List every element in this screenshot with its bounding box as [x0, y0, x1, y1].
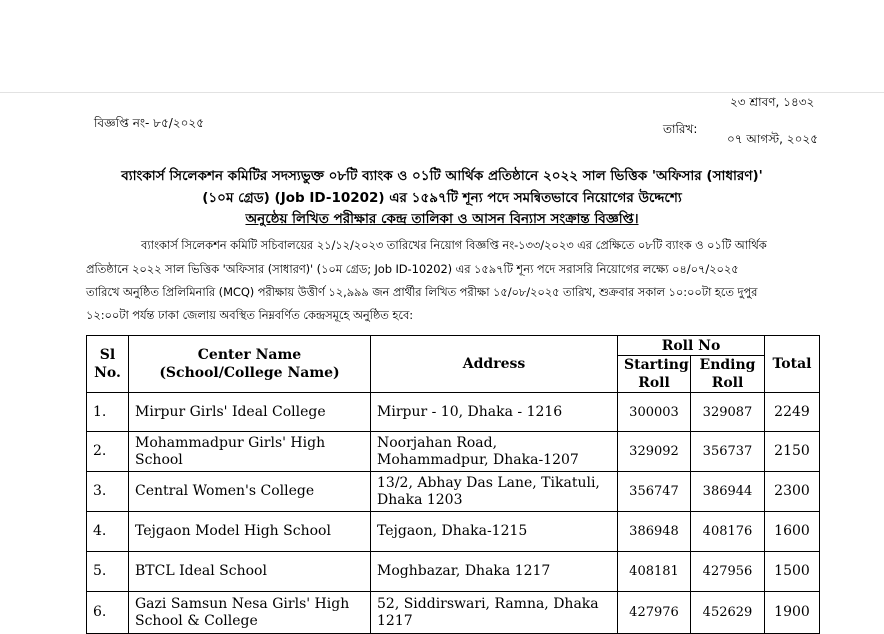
date-english: ০৭ আগস্ট, ২০২৫ [727, 132, 818, 146]
cell-sl: 5. [87, 552, 129, 592]
cell-address: 13/2, Abhay Das Lane, Tikatuli, Dhaka 1203 [371, 472, 618, 512]
cell-total: 1600 [765, 512, 820, 552]
body-line-1: ব্যাংকার্স সিলেকশন কমিটি সচিবালয়ের ২১/১২/২০২৩ তারিখের নিয়োগ বিজ্ঞপ্তি নং-১৩৩/২০২৩ এর প্রেক্ষিতে ০৮টি ব্যাংক ও ০১টি আর্থিক [141, 238, 767, 252]
cell-center: Tejgaon Model High School [129, 512, 371, 552]
cell-total: 1900 [765, 592, 820, 634]
cell-center: Central Women's College [129, 472, 371, 512]
table-row [87, 592, 820, 634]
cell-address: 52, Siddirswari, Ramna, Dhaka 1217 [371, 592, 618, 634]
cell-center: BTCL Ideal School [129, 552, 371, 592]
cell-end-roll: 356737 [691, 432, 765, 472]
cell-end-roll: 386944 [691, 472, 765, 512]
table-row [87, 393, 820, 432]
cell-sl: 1. [87, 393, 129, 432]
cell-center: Mirpur Girls' Ideal College [129, 393, 371, 432]
cell-start-roll: 427976 [618, 592, 691, 634]
header-starting-roll: Starting Roll [618, 356, 691, 393]
cell-start-roll: 300003 [618, 393, 691, 432]
cell-start-roll: 408181 [618, 552, 691, 592]
cell-total: 2249 [765, 393, 820, 432]
cell-center: Gazi Samsun Nesa Girls' High School & College [129, 592, 371, 634]
body-line-4: ১২:০০টা পর্যন্ত ঢাকা জেলায় অবস্থিত নিম্নবর্ণিত কেন্দ্রসমূহে অনুষ্ঠিত হবে: [86, 308, 414, 322]
cell-start-roll: 356747 [618, 472, 691, 512]
title-line-3: অনুষ্ঠেয় লিখিত পরীক্ষার কেন্দ্র তালিকা ও আসন বিন্যাস সংক্রান্ত বিজ্ঞপ্তি। [245, 211, 639, 227]
cell-end-roll: 427956 [691, 552, 765, 592]
cell-address: Tejgaon, Dhaka-1215 [371, 512, 618, 552]
cell-end-roll: 452629 [691, 592, 765, 634]
cell-sl: 3. [87, 472, 129, 512]
body-line-2: প্রতিষ্ঠানে ২০২২ সাল ভিত্তিক 'অফিসার (সাধারণ)' (১০ম গ্রেড; Job ID-10202) এর ১৫৯৭টি শূন্য পদে সরাসরি নিয়োগের লক্ষ্যে ০৪/০৭/২০২৫ [86, 262, 739, 276]
cell-address: Noorjahan Road, Mohammadpur, Dhaka-1207 [371, 432, 618, 472]
top-blank-area [0, 0, 884, 93]
cell-sl: 2. [87, 432, 129, 472]
cell-end-roll: 408176 [691, 512, 765, 552]
cell-sl: 4. [87, 512, 129, 552]
table-row [87, 472, 820, 512]
exam-center-table [86, 335, 820, 634]
table-row [87, 552, 820, 592]
header-roll-no: Roll No [618, 336, 765, 356]
cell-address: Mirpur - 10, Dhaka - 1216 [371, 393, 618, 432]
date-bangla: ২৩ শ্রাবণ, ১৪৩২ [730, 95, 815, 109]
cell-total: 2150 [765, 432, 820, 472]
header-address: Address [371, 336, 618, 393]
date-label: তারিখ: [663, 122, 698, 136]
cell-total: 1500 [765, 552, 820, 592]
header-ending-roll: Ending Roll [691, 356, 765, 393]
header-center-name: Center Name (School/College Name) [129, 336, 371, 393]
cell-center: Mohammadpur Girls' High School [129, 432, 371, 472]
cell-end-roll: 329087 [691, 393, 765, 432]
cell-sl: 6. [87, 592, 129, 634]
header-total: Total [765, 336, 820, 393]
title-line-1: ব্যাংকার্স সিলেকশন কমিটির সদস্যভুক্ত ০৮টি ব্যাংক ও ০১টি আর্থিক প্রতিষ্ঠানে ২০২২ সাল ভিত্তিক 'অফিসার (সাধারণ)' [121, 168, 763, 184]
table-row [87, 512, 820, 552]
title-line-2: (১০ম গ্রেড) (Job ID-10202) এর ১৫৯৭টি শূন্য পদে সমন্বিতভাবে নিয়োগের উদ্দেশ্যে [202, 190, 682, 206]
body-line-3: তারিখে অনুষ্ঠিত প্রিলিমিনারি (MCQ) পরীক্ষায় উত্তীর্ণ ১২,৯৯৯ জন প্রার্থীর লিখিত পরীক্ষা ১৫/০৮/২০২৫ তারিখ, শুক্রবার সকাল ১০:০০টা হতে দুপুর [86, 285, 758, 299]
cell-start-roll: 386948 [618, 512, 691, 552]
cell-address: Moghbazar, Dhaka 1217 [371, 552, 618, 592]
cell-total: 2300 [765, 472, 820, 512]
cell-start-roll: 329092 [618, 432, 691, 472]
header-sl-no: Sl No. [87, 336, 129, 393]
table-row [87, 432, 820, 472]
notice-number: বিজ্ঞপ্তি নং- ৮৫/২০২৫ [94, 116, 204, 130]
